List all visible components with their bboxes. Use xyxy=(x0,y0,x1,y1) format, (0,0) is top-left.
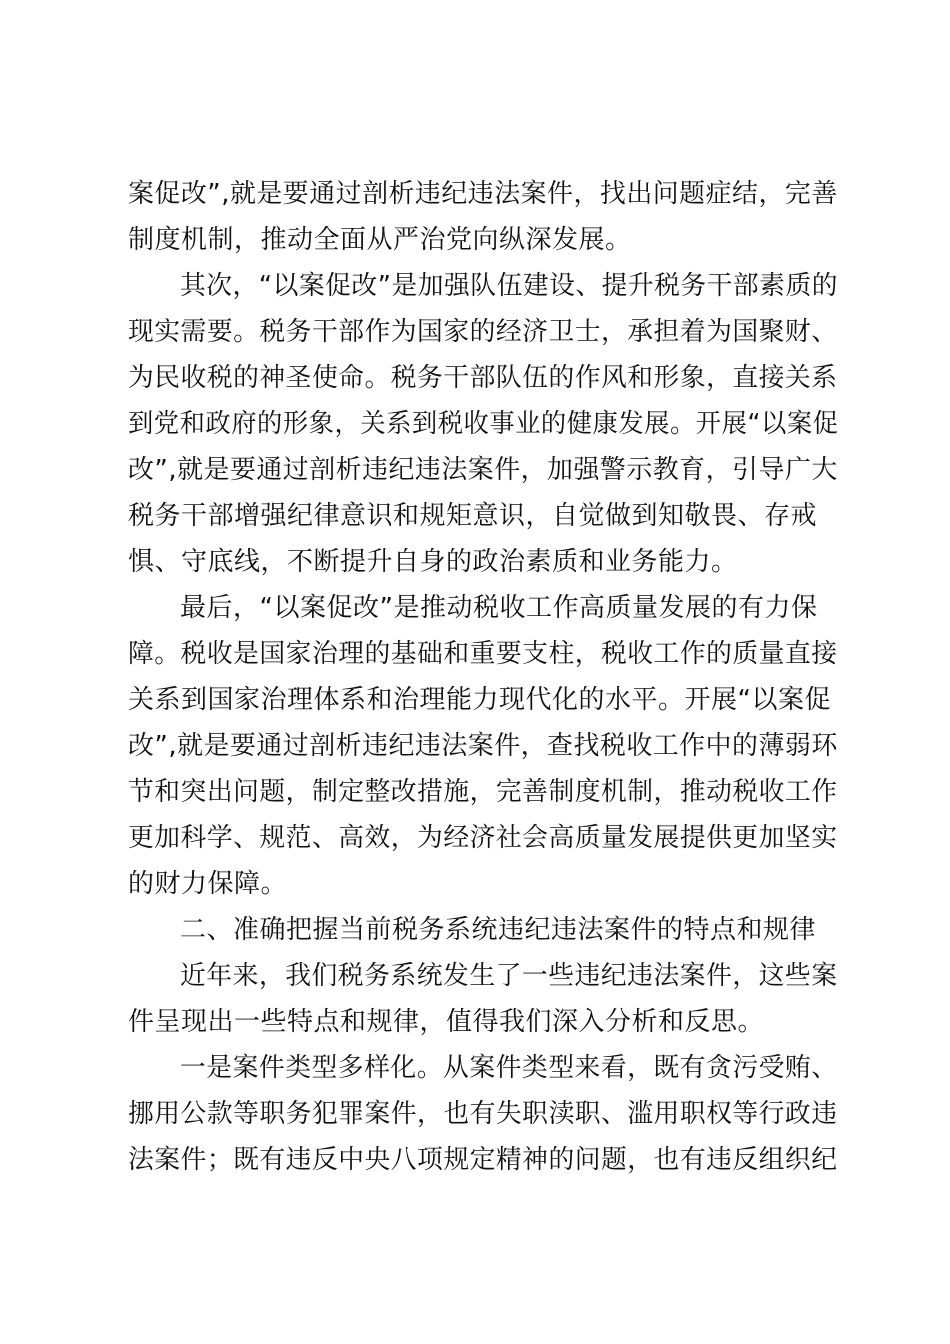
paragraph-first-line: 最后，“以案促改”是推动税收工作高质量发展的有力保 xyxy=(180,593,818,623)
text-line: 法案件；既有违反中央八项规定精神的问题，也有违反组织纪 xyxy=(128,1145,838,1175)
section-heading: 二、准确把握当前税务系统违纪违法案件的特点和规律 xyxy=(180,915,817,945)
text-line: 的财力保障。 xyxy=(128,869,288,899)
text-line: 制度机制，推动全面从严治党向纵深发展。 xyxy=(128,225,632,255)
text-line: 案促改”,就是要通过剖析违纪违法案件，找出问题症结，完善 xyxy=(128,179,838,209)
text-line: 惧、守底线，不断提升自身的政治素质和业务能力。 xyxy=(128,547,738,577)
paragraph-first-line: 其次，“以案促改”是加强队伍建设、提升税务干部素质的 xyxy=(180,271,838,301)
text-line: 更加科学、规范、高效，为经济社会高质量发展提供更加坚实 xyxy=(128,823,838,853)
text-line: 为民收税的神圣使命。税务干部队伍的作风和形象，直接关系 xyxy=(128,363,838,393)
text-line: 关系到国家治理体系和治理能力现代化的水平。开展“以案促 xyxy=(128,685,831,715)
text-line: 到党和政府的形象，关系到税收事业的健康发展。开展“以案促 xyxy=(128,409,839,439)
text-line: 挪用公款等职务犯罪案件，也有失职渎职、滥用职权等行政违 xyxy=(128,1099,838,1129)
paragraph-first-line: 一是案件类型多样化。从案件类型来看，既有贪污受贿、 xyxy=(180,1053,838,1083)
paragraph-first-line: 近年来，我们税务系统发生了一些违纪违法案件，这些案 xyxy=(180,961,838,991)
text-line: 改”,就是要通过剖析违纪违法案件，加强警示教育，引导广大 xyxy=(128,455,838,485)
text-line: 改”,就是要通过剖析违纪违法案件，查找税收工作中的薄弱环 xyxy=(128,731,838,761)
text-line: 障。税收是国家治理的基础和重要支柱，税收工作的质量直接 xyxy=(128,639,838,669)
text-line: 节和突出问题，制定整改措施，完善制度机制，推动税收工作 xyxy=(128,777,838,807)
text-line: 税务干部增强纪律意识和规矩意识，自觉做到知敬畏、存戒 xyxy=(128,501,818,531)
text-line: 现实需要。税务干部作为国家的经济卫士，承担着为国聚财、 xyxy=(128,317,838,347)
text-line: 件呈现出一些特点和规律，值得我们深入分析和反思。 xyxy=(128,1007,765,1037)
